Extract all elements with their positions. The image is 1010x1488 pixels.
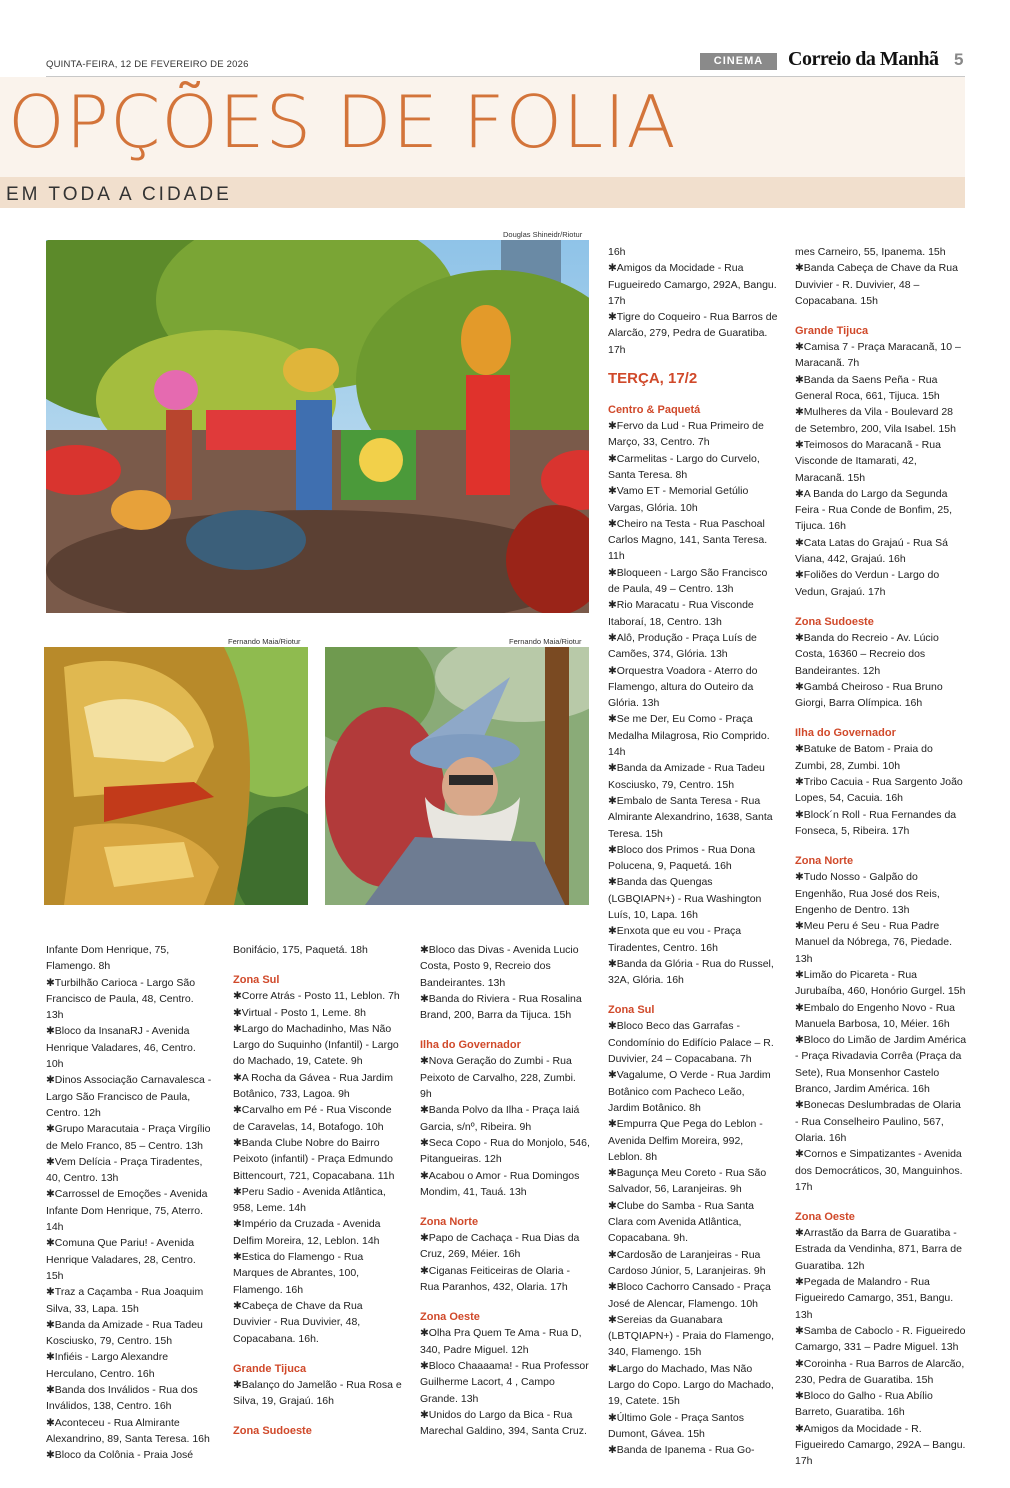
list-item: ✱Alô, Produção - Praça Luís de Camões, 374, Glória. 13h [608, 631, 757, 661]
zone-heading: Zona Sudoeste [233, 1425, 312, 1438]
list-item: ✱Traz a Caçamba - Rua Joaquim Silva, 33, Lapa. 15h [46, 1286, 204, 1315]
list-item: ✱Banda de Ipanema - Rua Go- [608, 1444, 755, 1457]
list-item: 16h [608, 246, 626, 258]
list-item: ✱Nova Geração do Zumbi - Rua Peixoto de Carvalho, 228, Zumbi. 9h [420, 1055, 576, 1101]
zone-heading: Zona Oeste [795, 1211, 855, 1224]
photo-credit-right: Fernando Maia/Riotur [509, 637, 582, 646]
list-item: ✱Orquestra Voadora - Aterro do Flamengo, altura do Outeiro da Glória. 13h [608, 664, 758, 710]
list-item: ✱Bloco do Galho - Rua Abílio Barreto, Guaratiba. 16h [795, 1390, 933, 1419]
list-item: ✱Carvalho em Pé - Rua Visconde de Caravelas, 14, Botafogo. 10h [233, 1104, 392, 1133]
list-item: ✱Banda da Amizade - Rua Tadeu Kosciusko, 79, Centro. 15h [608, 762, 765, 791]
list-item: ✱Camisa 7 - Praça Maracanã, 10 – Maracanã. 7h [795, 341, 961, 370]
list-item: ✱Bloco do Limão de Jardim América - Praça Rivadavia Corrêa (Praça da Sete), Rua Monsenhor Castelo Branco, Jardim América. 16h [795, 1034, 967, 1096]
zone-heading: Ilha do Governador [420, 1039, 521, 1052]
page-number: 5 [954, 50, 964, 69]
list-item: ✱Tribo Cacuia - Rua Sargento João Lopes, 54, Cacuia. 16h [795, 776, 963, 805]
list-item: ✱Empurra Que Pega do Leblon - Avenida Delfim Moreira, 992, Leblon. 8h [608, 1118, 763, 1163]
list-item: ✱Balanço do Jamelão - Rua Rosa e Silva, 19, Grajaú. 16h [233, 1378, 402, 1408]
list-item: ✱Rio Maracatu - Rua Visconde Itaboraí, 18, Centro. 13h [608, 599, 754, 628]
list-item: ✱Banda Polvo da Ilha - Praça Iaiá Garcia, s/nº, Ribeira. 9h [420, 1104, 580, 1133]
list-item: ✱Tigre do Coqueiro - Rua Barros de Alarcão, 279, Pedra de Guaratiba. 17h [608, 311, 778, 356]
list-item: ✱Largo do Machadinho, Mas Não Largo do Suquinho (Infantil) - Largo do Machado, 19, Catete. 9h [233, 1022, 399, 1068]
photo-credit-main: Douglas Shineidr/Riotur [503, 230, 583, 239]
list-item: ✱Cardosão de Laranjeiras - Rua Cardoso Júnior, 5, Laranjeiras. 9h [608, 1248, 766, 1277]
list-item: ✱Corre Atrás - Posto 11, Leblon. 7h [233, 990, 400, 1003]
list-item: ✱Bloqueen - Largo São Francisco de Paula, 49 – Centro. 13h [608, 566, 768, 596]
list-item: ✱Carmelitas - Largo do Curvelo, Santa Teresa. 8h [608, 452, 760, 481]
zone-heading: Grande Tijuca [795, 325, 869, 338]
list-item: ✱Bloco das Divas - Avenida Lucio Costa, Posto 9, Recreio dos Bandeirantes. 13h [420, 944, 579, 989]
list-item: ✱Comuna Que Pariu! - Avenida Henrique Valadares, 28, Centro. 15h [46, 1237, 196, 1282]
list-item: ✱Vamo ET - Memorial Getúlio Vargas, Glória. 10h [608, 485, 749, 514]
list-item: ✱Batuke de Batom - Praia do Zumbi, 28, Zumbi. 10h [795, 743, 933, 772]
list-item: ✱Amigos da Mocidade - R. Figueiredo Camargo, 292A – Bangu. 17h [795, 1422, 966, 1468]
list-item: ✱Mulheres da Vila - Boulevard 28 de Setembro, 200, Vila Isabel. 15h [795, 406, 956, 435]
listing-column-3 [420, 942, 590, 1439]
list-item: Infante Dom Henrique, 75, Flamengo. 8h [46, 944, 170, 973]
list-item: ✱Teimosos do Maracanã - Rua Visconde de Itamarati, 42, Maracanã. 15h [795, 438, 941, 484]
listing-column-5 [795, 244, 967, 1470]
list-item: ✱Grupo Maracutaia - Praça Virgílio de Melo Franco, 85 – Centro. 13h [46, 1123, 211, 1152]
list-item: ✱Unidos do Largo da Bica - Rua Marechal Galdino, 394, Santa Cruz. [420, 1408, 587, 1438]
list-item: ✱Banda do Riviera - Rua Rosalina Brand, 200, Barra da Tijuca. 15h [420, 992, 582, 1022]
list-item: ✱Enxota que eu vou - Praça Tiradentes, Centro. 16h [608, 925, 742, 954]
zone-heading: Ilha do Governador [795, 727, 896, 740]
list-item: ✱Banda dos Inválidos - Rua dos Inválidos, 138, Centro. 16h [46, 1384, 198, 1413]
zone-heading: Zona Norte [795, 855, 854, 868]
masthead-logo: Correio da Manhã [788, 48, 939, 70]
list-item: ✱Embalo do Engenho Novo - Rua Manuela Barbosa, 10, Méier. 16h [795, 1001, 955, 1030]
list-item: ✱Banda da Saens Peña - Rua General Roca, 661, Tijuca. 15h [795, 373, 940, 403]
page-subtitle: EM TODA A CIDADE [6, 184, 232, 205]
list-item: ✱Cata Latas do Grajaú - Rua Sá Viana, 442, Grajaú. 16h [795, 536, 948, 566]
list-item: ✱Estica do Flamengo - Rua Marques de Abrantes, 100, Flamengo. 16h [233, 1251, 364, 1296]
list-item: mes Carneiro, 55, Ipanema. 15h [795, 246, 946, 258]
list-item: ✱Meu Peru é Seu - Rua Padre Manuel da Nóbrega, 76, Piedade. 13h [795, 920, 953, 965]
list-item: ✱Olha Pra Quem Te Ama - Rua D, 340, Padre Miguel. 12h [420, 1327, 582, 1356]
list-item: ✱Bloco dos Primos - Rua Dona Polucena, 9, Paquetá. 16h [608, 843, 756, 873]
listing-column-1 [46, 942, 214, 1464]
list-item: ✱Bloco da Colônia - Praia José [46, 1449, 194, 1462]
list-item: ✱Aconteceu - Rua Almirante Alexandrino, 89, Santa Teresa. 16h [46, 1416, 210, 1445]
zone-heading: Zona Oeste [420, 1311, 480, 1324]
section-tag: CINEMA [700, 53, 777, 70]
list-item: ✱Banda Clube Nobre do Bairro Peixoto (infantil) - Praça Edmundo Bittencourt, 721, Copacabana. 11h [233, 1136, 395, 1182]
list-item: ✱Ciganas Feiticeiras de Olaria - Rua Paranhos, 432, Olaria. 17h [420, 1264, 571, 1294]
list-item: ✱Bloco Cachorro Cansado - Praça José de Alencar, Flamengo. 10h [608, 1281, 771, 1310]
list-item: ✱Império da Cruzada - Avenida Delfim Moreira, 12, Leblon. 14h [233, 1218, 381, 1247]
list-item: ✱Pegada de Malandro - Rua Figueiredo Camargo, 351, Bangu. 13h [795, 1276, 954, 1321]
list-item: ✱Samba de Caboclo - R. Figueiredo Camargo, 331 – Padre Miguel. 13h [795, 1324, 966, 1354]
list-item: ✱Bonecas Deslumbradas de Olaria - Rua Conselheiro Paulino, 567, Olaria. 16h [795, 1099, 961, 1144]
list-item: ✱Bagunça Meu Coreto - Rua São Salvador, 56, Laranjeiras. 9h [608, 1167, 767, 1196]
list-item: ✱Vem Delícia - Praça Tiradentes, 40, Centro. 13h [46, 1155, 203, 1185]
photo-credit-left: Fernando Maia/Riotur [228, 637, 301, 646]
list-item: ✱Foliões do Verdun - Largo do Vedun, Grajaú. 17h [795, 569, 940, 598]
list-item: ✱Carrossel de Emoções - Avenida Infante Dom Henrique, 75, Aterro. 14h [46, 1188, 208, 1234]
list-item: ✱Banda Cabeça de Chave da Rua Duvivier - R. Duvivier, 48 – Copacabana. 15h [795, 262, 958, 307]
list-item: ✱Vagalume, O Verde - Rua Jardim Botânico com Pacheco Leão, Jardim Botânico. 8h [608, 1069, 771, 1114]
zone-heading: Zona Sul [608, 1004, 655, 1017]
dateline: QUINTA-FEIRA, 12 DE FEVEREIRO DE 2026 [46, 59, 249, 70]
list-item: ✱Papo de Cachaça - Rua Dias da Cruz, 269, Méier. 16h [420, 1232, 580, 1261]
list-item: ✱Bloco da InsanaRJ - Avenida Henrique Valadares, 46, Centro. 10h [46, 1025, 196, 1071]
list-item: ✱Dinos Associação Carnavalesca - Largo São Francisco de Paula, Centro. 12h [46, 1074, 212, 1119]
list-item: ✱Fervo da Lud - Rua Primeiro de Março, 33, Centro. 7h [608, 420, 764, 449]
list-item: ✱Clube do Samba - Rua Santa Clara com Avenida Atlântica, Copacabana. 9h. [608, 1199, 754, 1245]
list-item: ✱Sereias da Guanabara (LBTQIAPN+) - Praia do Flamengo, 340, Flamengo. 15h [608, 1313, 775, 1359]
list-item: ✱Banda do Recreio - Av. Lúcio Costa, 16360 – Recreio dos Bandeirantes. 12h [795, 631, 939, 677]
list-item: ✱Amigos da Mocidade - Rua Fugueiredo Camargo, 292A, Bangu. 17h [608, 262, 777, 307]
page-title: OPÇÕES DE FOLIA [8, 80, 677, 164]
list-item: Bonifácio, 175, Paquetá. 18h [233, 944, 368, 956]
list-item: ✱Block´n Roll - Rua Fernandes da Fonseca, 5, Ribeira. 17h [795, 808, 957, 837]
zone-heading: Zona Sul [233, 974, 280, 987]
golden-helmet-photo [44, 647, 308, 905]
carnival-dancers-photo [46, 240, 589, 613]
list-item: ✱Virtual - Posto 1, Leme. 8h [233, 1006, 366, 1019]
list-item: ✱Coroinha - Rua Barros de Alarcão, 230, Pedra de Guaratiba. 15h [795, 1357, 965, 1386]
list-item: ✱Cornos e Simpatizantes - Avenida dos Democráticos, 30, Manguinhos. 17h [795, 1148, 963, 1193]
zone-heading: Centro & Paquetá [608, 404, 701, 417]
list-item: ✱Embalo de Santa Teresa - Rua Almirante Alexandrino, 1638, Santa Teresa. 15h [608, 794, 773, 840]
listing-column-4 [608, 244, 778, 1458]
list-item: ✱Peru Sadio - Avenida Atlântica, 958, Leme. 14h [233, 1185, 386, 1215]
list-item: ✱Bloco Chaaaama! - Rua Professor Guilherme Lacort, 4 , Campo Grande. 13h [420, 1359, 589, 1405]
zone-heading: Zona Sudoeste [795, 615, 874, 628]
list-item: ✱Bloco Beco das Garrafas - Condomínio do Edifício Palace – R. Duvivier, 24 – Copacabana. 7h [608, 1020, 774, 1066]
list-item: ✱Infiéis - Largo Alexandre Herculano, Centro. 16h [46, 1351, 169, 1380]
wizard-costume-photo [325, 647, 589, 905]
list-item: ✱Banda da Amizade - Rua Tadeu Kosciusko, 79, Centro. 15h [46, 1318, 203, 1348]
list-item: ✱A Rocha da Gávea - Rua Jardim Botânico, 733, Lagoa. 9h [233, 1071, 393, 1101]
list-item: ✱Acabou o Amor - Rua Domingos Mondim, 41, Tauá. 13h [420, 1169, 580, 1198]
list-item: ✱Banda da Glória - Rua do Russel, 32A, Glória. 16h [608, 957, 774, 987]
list-item: ✱Limão do Picareta - Rua Jurubaíba, 460, Honório Gurgel. 15h [795, 968, 966, 998]
list-item: ✱Gambá Cheiroso - Rua Bruno Giorgi, Barra Olímpica. 16h [795, 680, 943, 710]
list-item: ✱Tudo Nosso - Galpão do Engenhão, Rua José dos Reis, Engenho de Dentro. 13h [795, 871, 940, 916]
list-item: ✱Turbilhão Carioca - Largo São Francisco de Paula, 48, Centro. 13h [46, 976, 196, 1022]
zone-heading: Grande Tijuca [233, 1362, 307, 1375]
list-item: ✱Seca Copo - Rua do Monjolo, 546, Pitangueiras. 12h [420, 1136, 590, 1166]
list-item: ✱Largo do Machado, Mas Não Largo do Copo. Largo do Machado, 19, Catete. 15h [608, 1362, 774, 1408]
list-item: ✱Banda das Quengas (LGBQIAPN+) - Rua Washington Luís, 10, Lapa. 16h [608, 876, 762, 921]
list-item: ✱Arrastão da Barra de Guaratiba - Estrada da Vendinha, 871, Barra de Guaratiba. 12h [795, 1227, 962, 1272]
list-item: ✱Cabeça de Chave da Rua Duvivier - Rua Duvivier, 48, Copacabana. 16h. [233, 1299, 363, 1345]
list-item: ✱A Banda do Largo da Segunda Feira - Rua Conde de Bonfim, 25, Tijuca. 16h [795, 487, 952, 533]
day-heading: TERÇA, 17/2 [608, 370, 698, 388]
list-item: ✱Se me Der, Eu Como - Praça Medalha Milagrosa, Rio Comprido. 14h [608, 713, 770, 759]
list-item: ✱Cheiro na Testa - Rua Paschoal Carlos Magno, 141, Santa Teresa. 11h [608, 517, 768, 563]
zone-heading: Zona Norte [420, 1216, 479, 1229]
listing-column-2 [233, 942, 403, 1439]
list-item: ✱Último Gole - Praça Santos Dumont, Gávea. 15h [608, 1411, 745, 1440]
